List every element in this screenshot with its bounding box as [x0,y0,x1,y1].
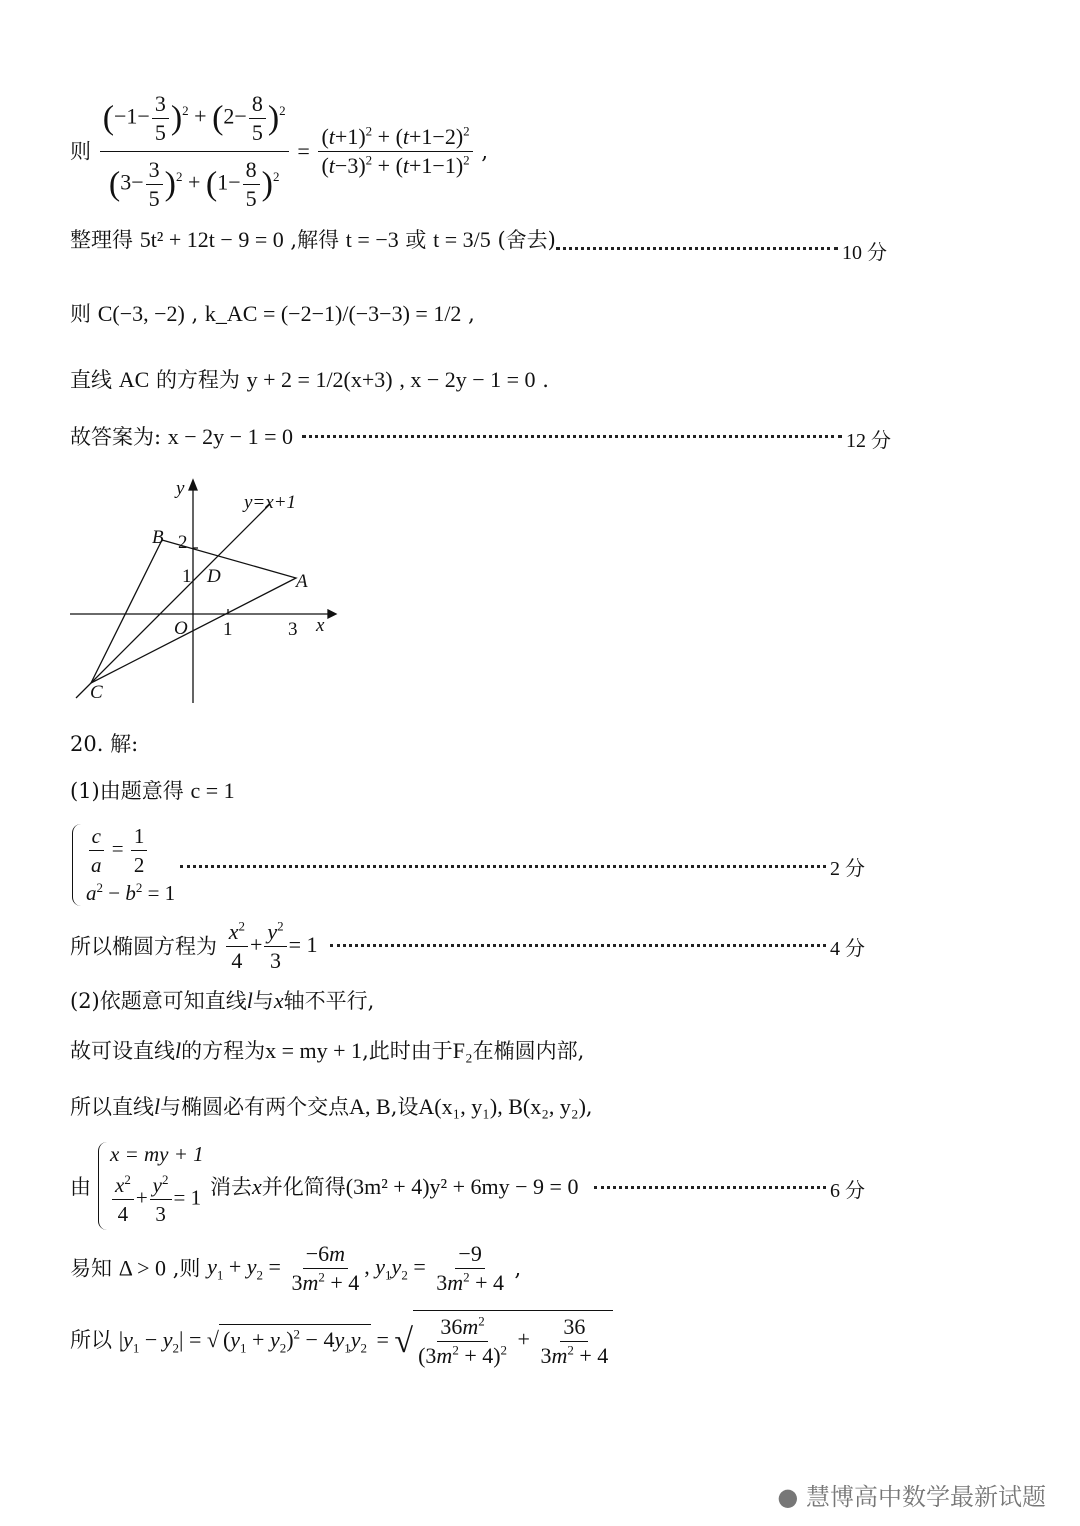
x-axis-arrow [328,610,336,618]
line-eq-1: y + 2 = 1/2(x+3) [246,367,393,392]
text-p2-1: (2)依题意可知直线 [70,989,247,1013]
text-p4-3: ,设 [390,1095,419,1119]
var-l-3: l [154,1094,161,1119]
part2-line-3 [70,1093,593,1121]
part2-line-2 [70,1037,584,1065]
var-x-2: x [252,1174,262,1199]
equation-line-4 [70,366,549,394]
label-tick-3: 3 [288,619,298,640]
equation-line-2 [70,226,556,254]
quadratic-eq: 5t² + 12t − 9 = 0 [139,227,284,252]
watermark [777,1477,1046,1512]
focus-f2: F₂ [452,1038,473,1063]
points-ab: A, B [349,1094,391,1119]
brace-2 [98,1142,107,1230]
end-period: . [542,368,549,392]
wechat-icon: ● [777,1483,799,1511]
watermark-text: 慧博高中数学最新试题 [806,1483,1046,1511]
text-fangcheng: 的方程为 [155,368,240,392]
q20-title: 20. 解: [70,732,139,756]
dot-leader-12 [302,435,842,438]
text-ze-2: 则 [70,302,91,326]
comma: , [481,139,489,164]
point-c: C(−3, −2) [97,301,185,326]
label-line-eq: y=x+1 [244,492,297,513]
solution-1: t = −3 [345,227,399,252]
y-axis-arrow [189,480,197,490]
ellipse-line: 所以椭圆方程为 $\frac{x^2}{4}$ + $\frac{y^2}{3}$ = 1 [70,918,318,973]
point-coords: A(x₁, y₁), B(x₂, y₂) [418,1094,586,1119]
text-p3-1: 故可设直线 [70,1039,175,1063]
score-4: 4 分 [830,938,865,960]
label-y-axis: y [176,478,185,499]
label-o: O [174,618,188,639]
label-b: B [152,527,164,548]
label-a: A [296,571,308,592]
score-2: 2 分 [830,858,865,880]
label-c: C [90,682,103,703]
text-ellipse: 所以椭圆方程为 [70,934,217,959]
part1-line [70,777,235,805]
solution-2: t = 3/5 [433,227,491,252]
text-jiede: ,解得 [290,228,340,252]
ratio-c-a: $\frac{c}{a}$ [88,822,105,879]
answer-eq: x − 2y − 1 = 0 [167,424,293,449]
line-name-ac: AC [118,367,150,392]
dot-leader-4 [330,944,826,947]
var-x: x [273,988,284,1013]
text-p3-2: 的方程为 [181,1039,266,1063]
label-d: D [207,566,221,587]
delta-positive: Δ > 0 [118,1255,167,1281]
system-2 [110,1142,204,1228]
eq-c1: c = 1 [190,778,235,803]
score-12: 12 分 [846,430,891,452]
sys2-row-2: $\frac{x^2}{4}$ + $\frac{y^2}{3}$ = 1 [110,1171,204,1228]
eq-a2-b2: $a^2 - b^2 = 1$ [86,880,176,905]
text-p4-1: 所以直线 [70,1095,154,1119]
dot-leader-2 [180,865,826,868]
label-x-axis: x [316,615,325,636]
sys2-row-1: x = my + 1 [110,1142,204,1166]
text-huajian: 并化简得 [261,1175,346,1199]
text-ze-3: ,则 [172,1256,201,1281]
text-huo: 或 [405,228,427,252]
text-xiaoqu: 消去 [210,1175,252,1199]
fraction-right: $\frac{(t+1)^2 + (t+1-2)^2}{(t-3)^2 + (t+1-1)^2}$ [318,123,472,180]
final-line [70,1310,613,1390]
text-suoyi: 所以 [70,1328,112,1352]
reduced-eq: (3m² + 4)y² + 6my − 9 = 0 [345,1174,579,1199]
text-p2-2: 与 [252,989,274,1013]
brace-1 [72,824,81,906]
system-2-result [210,1173,578,1201]
text-part1: (1)由题意得 [70,779,184,803]
text-yizhi: 易知 [70,1256,112,1281]
end-p4: , [585,1095,593,1119]
part2-line-1 [70,987,374,1015]
label-tick-1-x: 1 [223,619,233,640]
dot-leader-6 [594,1186,826,1189]
text-zhengli: 整理得 [70,228,133,252]
text-ze: 则 [70,139,91,164]
end: , [468,302,475,326]
var-l-2: l [175,1038,182,1063]
score-6: 6 分 [830,1180,865,1202]
system-1: $\frac{c}{a}$ = $\frac{1}{2}$ $a^2 - b^2 = 1$ [86,824,176,905]
text-p3-4: 在椭圆内部, [472,1039,585,1063]
text-p3-3: ,此时由于 [362,1039,453,1063]
line-eq-l: x = my + 1 [265,1038,363,1063]
text-answer: 故答案为: [70,425,162,449]
vieta-line [70,1240,521,1300]
dot-leader-10 [556,247,838,250]
label-tick-2: 2 [178,532,188,553]
text-zhixian: 直线 [70,368,112,392]
equation-line-3 [70,300,475,328]
equation-line-1: 则 (−1− $\frac{3}{5}$ )$^2$ + (2− $\frac{8}{5}$ )$^2$ (3− $\frac{3}{5}$ )$^2$ + (1− $\frac{8}{5}$ )$^2$ = $\frac{(t+1)^2 + (t+1-2)^2}{(t-3)^2 + (t+1-1)^2}$ , [70,91,489,211]
abs-diff-formula: $|y_1 - y_2|$ = √ $(y_1 + y_2)^2 - 4y_1y_2$ = √ $\frac{36m^2}{(3m^2 + 4)^2}$ + $\frac{36}{3m^2 + 4}$ [119,1327,614,1352]
coordinate-figure [60,478,340,708]
var-l: l [246,988,253,1013]
big-fraction-left: (−1− $\frac{3}{5}$ )$^2$ + (2− $\frac{8}{5}$ )$^2$ (3− $\frac{3}{5}$ )$^2$ + (1− $\frac{8}{5}$ )$^2$ [100,90,289,213]
text-you: 由 [70,1175,91,1199]
sep: , [191,302,199,326]
label-tick-1-y: 1 [182,566,192,587]
answer-line [70,423,293,451]
sum-formula: $y_1 + y_2$ = $\frac{-6m}{3m^2 + 4}$ , $y_1y_2$ = $\frac{-9}{3m^2 + 4}$ [207,1241,505,1295]
line-eq-2: , x − 2y − 1 = 0 [399,367,536,392]
line-y-eq-x-plus-1 [76,504,270,698]
text-p4-2: 与椭圆必有两个交点 [160,1095,350,1119]
slope-ac: k_AC = (−2−1)/(−3−3) = 1/2 [204,301,462,326]
score-10: 10 分 [842,242,887,264]
text-p2-3: 轴不平行, [283,989,375,1013]
text-shequ: (舍去) [497,228,556,252]
end-p5: , [514,1256,522,1281]
